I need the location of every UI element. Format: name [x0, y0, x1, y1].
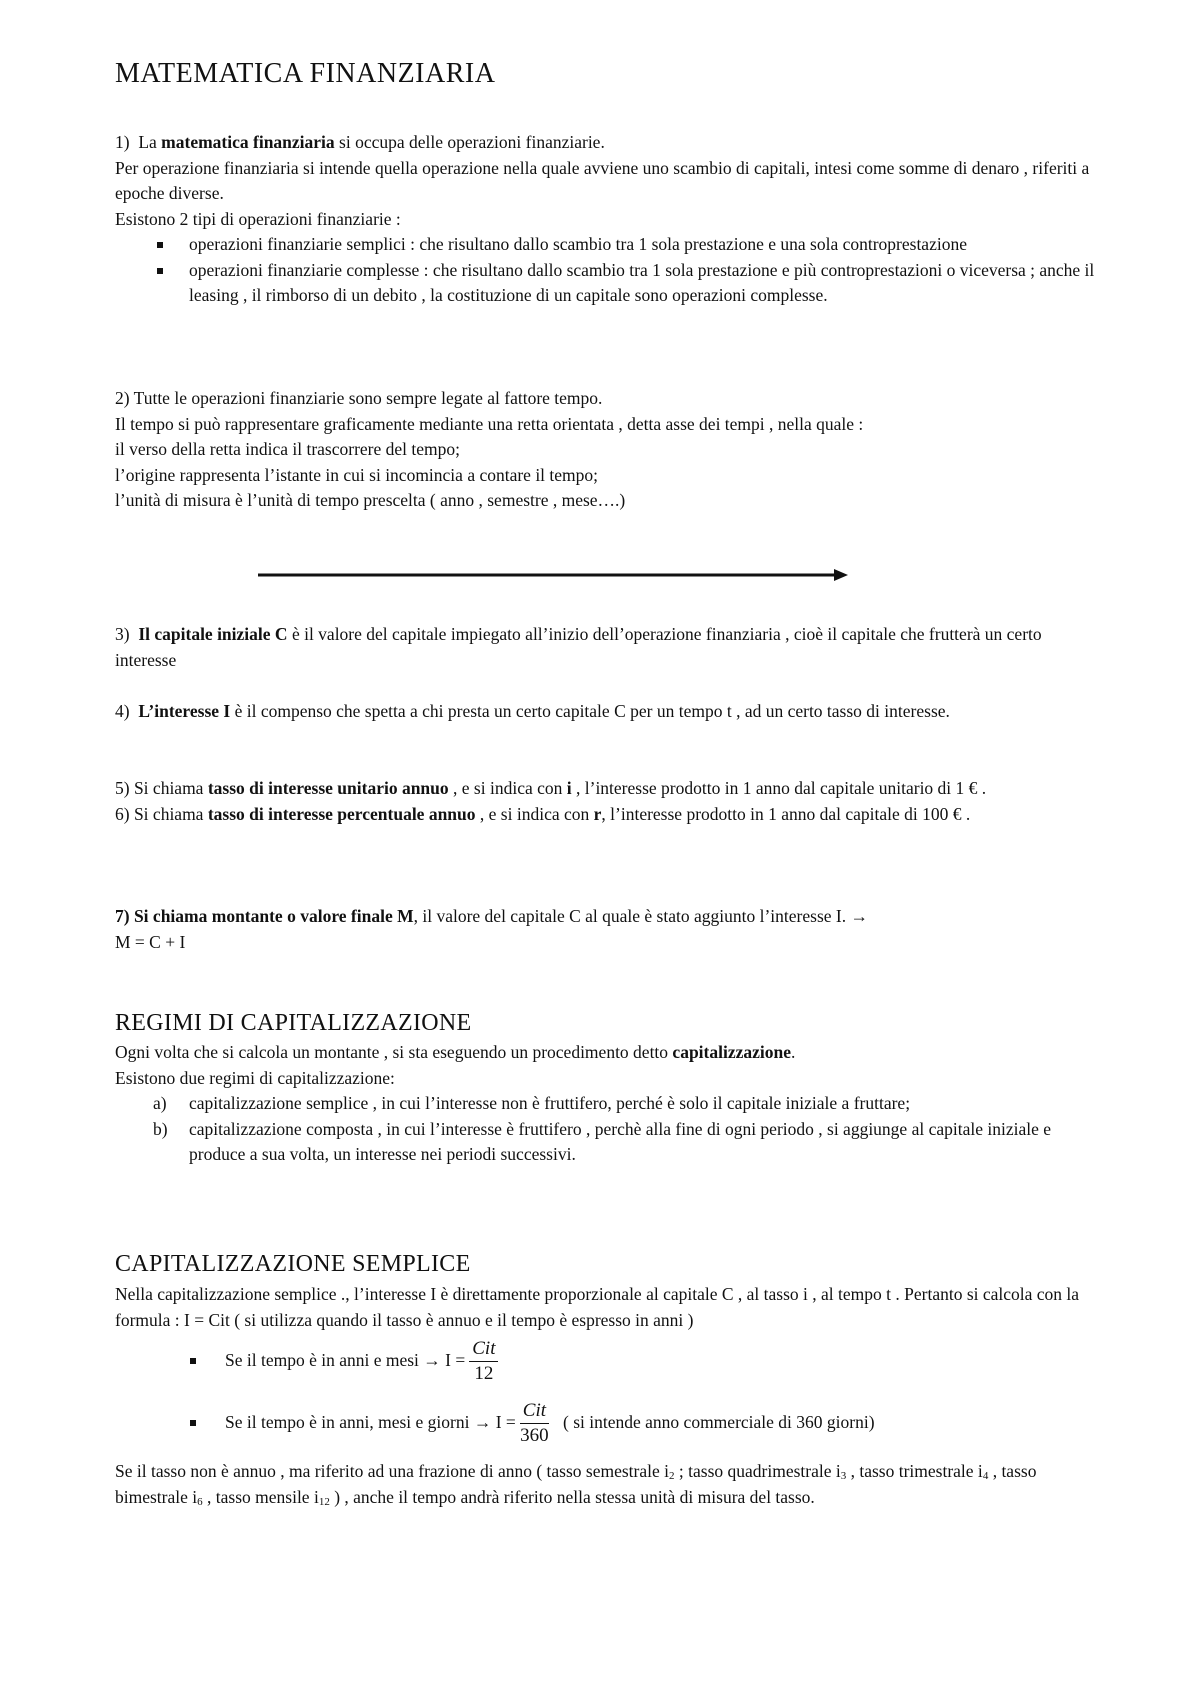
- fraction-denominator: 360: [520, 1424, 549, 1446]
- formula-montante: M = C + I: [115, 931, 186, 952]
- section-semplice: [115, 1282, 1105, 1510]
- text-part: .: [791, 1042, 796, 1062]
- fraction-numerator: Cit: [520, 1399, 549, 1424]
- formula-anni-mesi-giorni: [115, 1395, 1105, 1451]
- list-item: [115, 1091, 1105, 1117]
- text-line: 2) Tutte le operazioni finanziarie sono sempre legate al fattore tempo.: [115, 388, 603, 408]
- text-part: , tasso trimestrale i: [846, 1461, 983, 1481]
- list-item-text: capitalizzazione semplice , in cui l’interesse non è fruttifero, perché è solo il capitale iniziale a fruttare;: [189, 1093, 911, 1113]
- list-item: operazioni finanziarie complesse : che risultano dallo scambio tra 1 sola prestazione e più controprestazioni o viceversa ; anche il leasing , il rimborso di un debito , la costituzione di un capitale sono operazioni complesse.: [115, 258, 1105, 309]
- text-line: Il tempo si può rappresentare graficamente mediante una retta orientata , detta asse dei tempi , nella quale :: [115, 413, 864, 434]
- text-line: Esistono due regimi di capitalizzazione:: [115, 1067, 395, 1088]
- text-part: 6) Si chiama: [115, 803, 208, 824]
- section-3: [115, 622, 1105, 673]
- text-part: , l’interesse prodotto in 1 anno dal capitale unitario di 1 € .: [571, 778, 987, 798]
- page-title: MATEMATICA FINANZIARIA: [115, 58, 496, 89]
- formula-text: Se il tempo è in anni, mesi e giorni → I =: [225, 1412, 516, 1433]
- text-part: , tasso mensile i: [202, 1486, 319, 1507]
- section-6: [115, 802, 1105, 828]
- definition-operazione: Per operazione finanziaria si intende quella operazione nella quale avviene uno scambio di capitali, intesi come somme di denaro , riferiti a epoche diverse.: [115, 157, 1090, 203]
- paragraph: Nella capitalizzazione semplice ., l’interesse I è direttamente proporzionale al capitale C , al tasso i , al tempo t . Pertanto si calcola con la formula : I = Cit ( si utilizza quando il tasso è annuo e il tempo è espresso in anni ): [115, 1284, 1080, 1330]
- text-part: ) , anche il tempo andrà riferito nella stessa unità di misura del tasso.: [329, 1486, 815, 1507]
- text-part: , e si indica con: [448, 778, 567, 798]
- section-2: [115, 386, 1105, 514]
- paragraph: [115, 1459, 1105, 1510]
- definition-text: è il valore del capitale impiegato all’inizio dell’operazione finanziaria , cioè il capitale che frutterà un certo interesse: [115, 624, 1042, 670]
- section-7: [115, 904, 1105, 955]
- section-number: 4): [115, 701, 130, 721]
- term-tasso-percentuale: tasso di interesse percentuale annuo: [207, 803, 476, 824]
- text-part: , l’interesse prodotto in 1 anno dal capitale di 100 € .: [601, 803, 971, 824]
- intro-text: La: [138, 132, 162, 152]
- section-regimi: [115, 1040, 1105, 1168]
- term-capitalizzazione: capitalizzazione: [672, 1042, 791, 1062]
- bullet-list: [115, 232, 1105, 309]
- text-part: ; tasso quadrimestrale i: [674, 1461, 841, 1481]
- fraction-denominator: 12: [474, 1362, 494, 1384]
- subscript: 4: [982, 1470, 989, 1482]
- formula-anni-mesi: [115, 1333, 1105, 1389]
- fraction-numerator: Cit: [469, 1337, 498, 1362]
- heading-regimi: REGIMI DI CAPITALIZZAZIONE: [115, 1010, 472, 1036]
- list-item: operazioni finanziarie semplici : che risultano dallo scambio tra 1 sola prestazione e una sola controprestazione: [115, 232, 1105, 258]
- types-intro: Esistono 2 tipi di operazioni finanziarie :: [115, 208, 401, 229]
- text-part: , e si indica con: [475, 803, 594, 824]
- term-tasso-unitario: tasso di interesse unitario annuo: [207, 778, 449, 798]
- subscript: 6: [197, 1495, 203, 1508]
- section-number: 3): [115, 624, 130, 644]
- text-part: Ogni volta che si calcola un montante , si sta eseguendo un procedimento detto: [115, 1042, 673, 1062]
- text-part: , tasso bimestrale i: [115, 1461, 1037, 1507]
- section-1: [115, 130, 1105, 309]
- text-part: Se il tasso non è annuo , ma riferito ad una frazione di anno ( tasso semestrale i: [115, 1461, 670, 1481]
- heading-capitalizzazione-semplice: CAPITALIZZAZIONE SEMPLICE: [115, 1251, 471, 1277]
- subscript: 3: [840, 1470, 847, 1482]
- time-axis-arrow: [258, 568, 848, 582]
- list-item: [115, 1117, 1105, 1168]
- symbol-r: r: [593, 803, 602, 824]
- term-capitale-iniziale: Il capitale iniziale C: [138, 624, 288, 644]
- list-item-text: capitalizzazione composta , in cui l’interesse è fruttifero , perchè alla fine di ogni periodo , si aggiunge al capitale iniziale e produce a sua volta, un interesse nei periodi successivi.: [189, 1118, 1052, 1164]
- formula-note: ( si intende anno commerciale di 360 giorni): [563, 1412, 875, 1433]
- list-marker: b): [153, 1118, 168, 1139]
- fraction: [469, 1337, 498, 1386]
- text-line: il verso della retta indica il trascorrere del tempo;: [115, 439, 460, 459]
- term-interesse: L’interesse I: [138, 701, 231, 721]
- list-marker: a): [153, 1093, 167, 1113]
- section-5-6: [115, 776, 1105, 827]
- section-1-intro: [115, 130, 1105, 156]
- definition-text: è il compenso che spetta a chi presta un certo capitale C per un tempo t , ad un certo tasso di interesse.: [230, 701, 950, 721]
- formula-text: Se il tempo è in anni e mesi → I =: [225, 1350, 466, 1371]
- term-montante: 7) Si chiama montante o valore finale M: [115, 906, 414, 926]
- section-number: 1): [115, 132, 130, 152]
- term-matematica-finanziaria: matematica finanziaria: [161, 132, 335, 152]
- text-line: l’origine rappresenta l’istante in cui si incomincia a contare il tempo;: [115, 464, 599, 485]
- symbol-i: i: [566, 778, 572, 798]
- section-4: [115, 699, 1105, 725]
- subscript: 12: [318, 1495, 330, 1508]
- lettered-list: [115, 1091, 1105, 1168]
- text-part: 5) Si chiama: [115, 778, 208, 798]
- intro-rest: si occupa delle operazioni finanziarie.: [334, 132, 605, 152]
- section-5: [115, 776, 1105, 802]
- text-line: l’unità di misura è l’unità di tempo prescelta ( anno , semestre , mese….): [115, 490, 626, 510]
- fraction: [520, 1399, 549, 1448]
- definition-text: , il valore del capitale C al quale è stato aggiunto l’interesse I. →: [413, 906, 868, 926]
- subscript: 2: [669, 1470, 675, 1482]
